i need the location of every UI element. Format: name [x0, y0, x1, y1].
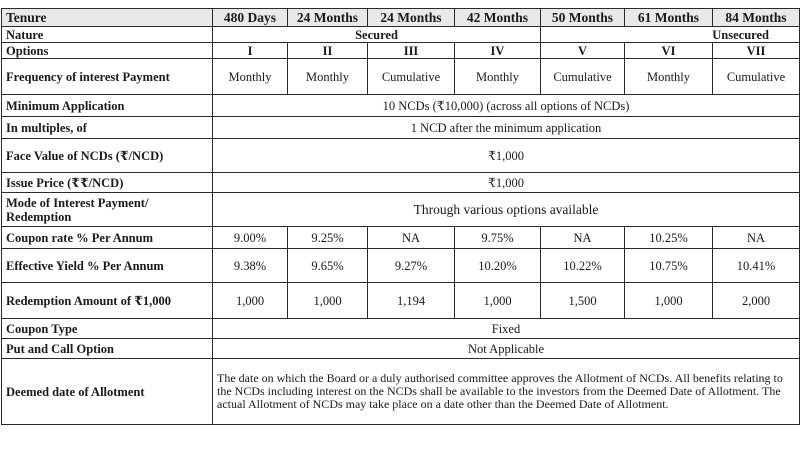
multiples-value: 1 NCD after the minimum application: [213, 117, 800, 139]
frequency-cell: Cumulative: [541, 59, 625, 95]
coupon-rate-label: Coupon rate % Per Annum: [2, 227, 213, 249]
mode-row: [2, 193, 800, 227]
issue-price-value: ₹1,000: [213, 173, 800, 193]
option-cell: III: [368, 43, 455, 59]
tenure-cell: 42 Months: [455, 9, 541, 27]
option-cell: VI: [625, 43, 713, 59]
option-cell: I: [213, 43, 288, 59]
tenure-cell: 24 Months: [288, 9, 368, 27]
mode-label: Mode of Interest Payment/ Redemption: [2, 193, 213, 227]
issue-price-row: [2, 173, 800, 193]
coupon-rate-cell: 9.75%: [455, 227, 541, 249]
coupon-type-row: [2, 319, 800, 339]
unsecured-cell: Unsecured: [541, 27, 800, 43]
tenure-cell: 61 Months: [625, 9, 713, 27]
min-application-label: Minimum Application: [2, 95, 213, 117]
frequency-cell: Cumulative: [368, 59, 455, 95]
effective-yield-row: [2, 249, 800, 283]
coupon-rate-cell: 9.25%: [288, 227, 368, 249]
tenure-row: [2, 9, 800, 27]
effective-yield-cell: 10.75%: [625, 249, 713, 283]
redemption-cell: 1,000: [288, 283, 368, 319]
face-value-value: ₹1,000: [213, 139, 800, 173]
coupon-rate-cell: NA: [713, 227, 800, 249]
tenure-label: Tenure: [2, 9, 213, 27]
deemed-date-value: The date on which the Board or a duly authorised committee approves the Allotment of NCDs. All benefits relating to the NCDs including interest on the NCDs shall be available to the investors from the Deemed Date of Allotment. The actual Allotment of NCDs may take place on a date other than the Deemed Date of Allotment.: [213, 359, 800, 425]
put-call-value: Not Applicable: [213, 339, 800, 359]
multiples-row: [2, 117, 800, 139]
effective-yield-cell: 9.65%: [288, 249, 368, 283]
frequency-label: Frequency of interest Payment: [2, 59, 213, 95]
option-cell: V: [541, 43, 625, 59]
tenure-cell: 480 Days: [213, 9, 288, 27]
coupon-type-label: Coupon Type: [2, 319, 213, 339]
tenure-cell: 50 Months: [541, 9, 625, 27]
tenure-cell: 24 Months: [368, 9, 455, 27]
effective-yield-label: Effective Yield % Per Annum: [2, 249, 213, 283]
multiples-label: In multiples, of: [2, 117, 213, 139]
nature-label: Nature: [2, 27, 213, 43]
effective-yield-cell: 10.22%: [541, 249, 625, 283]
mode-value: Through various options available: [213, 193, 800, 227]
redemption-row: [2, 283, 800, 319]
put-call-row: [2, 339, 800, 359]
tenure-cell: 84 Months: [713, 9, 800, 27]
frequency-cell: Monthly: [455, 59, 541, 95]
coupon-rate-cell: NA: [541, 227, 625, 249]
options-label: Options: [2, 43, 213, 59]
redemption-cell: 2,000: [713, 283, 800, 319]
deemed-date-row: [2, 359, 800, 425]
option-cell: VII: [713, 43, 800, 59]
frequency-cell: Cumulative: [713, 59, 800, 95]
ncd-terms-table: [1, 8, 800, 425]
effective-yield-cell: 10.41%: [713, 249, 800, 283]
coupon-type-value: Fixed: [213, 319, 800, 339]
frequency-cell: Monthly: [288, 59, 368, 95]
frequency-cell: Monthly: [625, 59, 713, 95]
face-value-label: Face Value of NCDs (₹/NCD): [2, 139, 213, 173]
redemption-cell: 1,000: [455, 283, 541, 319]
coupon-rate-cell: NA: [368, 227, 455, 249]
option-cell: II: [288, 43, 368, 59]
effective-yield-cell: 9.27%: [368, 249, 455, 283]
coupon-rate-cell: 10.25%: [625, 227, 713, 249]
min-application-row: [2, 95, 800, 117]
redemption-label: Redemption Amount of ₹1,000: [2, 283, 213, 319]
redemption-cell: 1,000: [625, 283, 713, 319]
frequency-row: [2, 59, 800, 95]
coupon-rate-row: [2, 227, 800, 249]
effective-yield-cell: 10.20%: [455, 249, 541, 283]
secured-cell: Secured: [213, 27, 541, 43]
face-value-row: [2, 139, 800, 173]
redemption-cell: 1,500: [541, 283, 625, 319]
nature-row: [2, 27, 800, 43]
option-cell: IV: [455, 43, 541, 59]
redemption-cell: 1,000: [213, 283, 288, 319]
redemption-cell: 1,194: [368, 283, 455, 319]
coupon-rate-cell: 9.00%: [213, 227, 288, 249]
deemed-date-label: Deemed date of Allotment: [2, 359, 213, 425]
options-row: [2, 43, 800, 59]
min-application-value: 10 NCDs (₹10,000) (across all options of NCDs): [213, 95, 800, 117]
effective-yield-cell: 9.38%: [213, 249, 288, 283]
issue-price-label: Issue Price (₹₹/NCD): [2, 173, 213, 193]
frequency-cell: Monthly: [213, 59, 288, 95]
put-call-label: Put and Call Option: [2, 339, 213, 359]
